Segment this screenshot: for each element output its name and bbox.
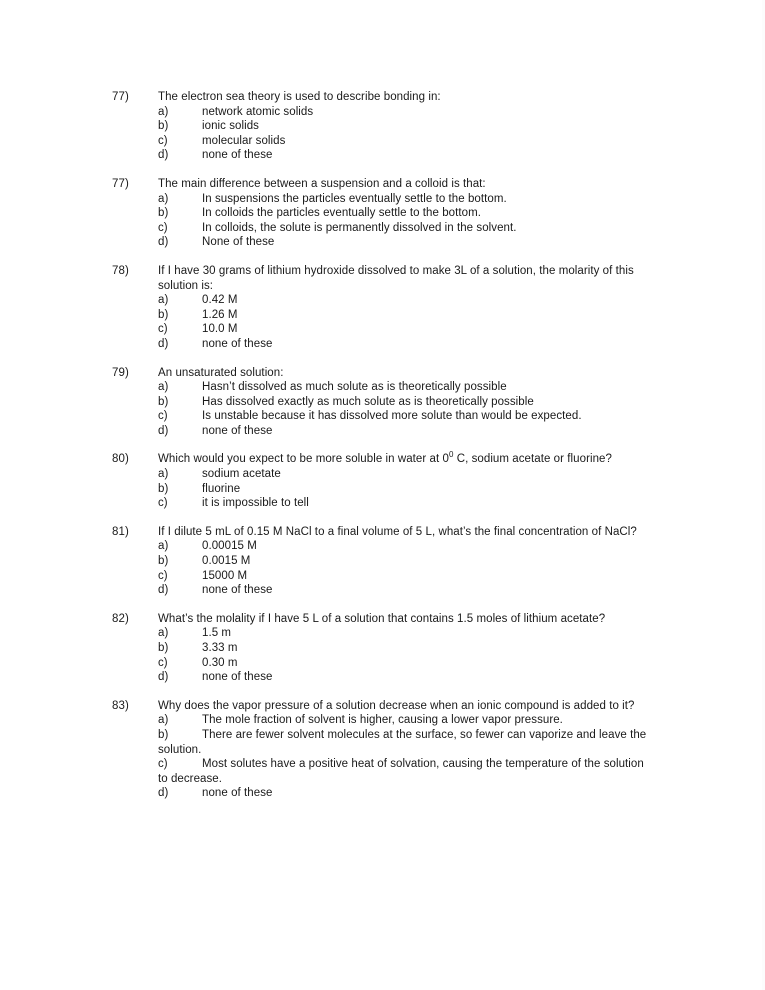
answer-text: 3.33 m (202, 642, 238, 654)
answer-label: c) (158, 497, 168, 510)
answer-text: 0.0015 M (202, 555, 251, 568)
question-body (158, 452, 647, 510)
answer-options (158, 380, 647, 438)
answer-label: b) (158, 642, 169, 654)
question-text: What’s the molality if I have 5 L of a solution that contains 1.5 moles of lithium acetate? (158, 612, 606, 625)
answer-text: none of these (202, 337, 273, 350)
answer-label: a) (158, 192, 169, 205)
question-number: 78) (112, 264, 129, 277)
question-text: The electron sea theory is used to describe bonding in: (158, 91, 441, 103)
answer-label: d) (158, 149, 169, 162)
question-number: 83) (112, 699, 129, 712)
answer-options (158, 713, 647, 801)
answer-text: none of these (202, 424, 273, 437)
answer-label: d) (158, 671, 169, 684)
answer-text: In colloids the particles eventually settle to the bottom. (202, 207, 481, 220)
answer-option[interactable] (158, 496, 647, 511)
question-text: Why does the vapor pressure of a solution decrease when an ionic compound is added to it? (158, 699, 635, 712)
answer-option[interactable] (158, 482, 647, 497)
degree-superscript: 0 (448, 450, 454, 460)
answer-label: d) (158, 424, 169, 437)
answer-label: b) (158, 728, 169, 741)
answer-option[interactable] (158, 656, 647, 671)
answer-options (158, 192, 647, 250)
answer-label: a) (158, 105, 169, 118)
answer-label: d) (158, 584, 169, 597)
answer-label: a) (158, 714, 169, 727)
question-number: 82) (112, 612, 129, 625)
answer-option[interactable] (158, 148, 647, 163)
answer-option[interactable] (158, 467, 647, 482)
question-body (158, 525, 647, 598)
answer-text: 10.0 M (202, 323, 238, 336)
answer-label: b) (158, 207, 169, 220)
answer-label: b) (158, 395, 169, 408)
answer-text: In suspensions the particles eventually settle to the bottom. (202, 192, 507, 205)
answer-option[interactable] (158, 134, 647, 149)
answer-option[interactable] (158, 105, 647, 120)
answer-text: Is unstable because it has dissolved more solute than would be expected. (202, 410, 582, 423)
answer-option[interactable] (158, 380, 647, 395)
question-text: The main difference between a suspension and a colloid is that: (158, 177, 486, 190)
answer-option[interactable] (158, 554, 647, 569)
question-block (112, 525, 652, 598)
answer-option[interactable] (158, 409, 647, 424)
answer-text: 0.30 m (202, 656, 238, 669)
answer-text: 1.5 m (202, 627, 232, 640)
answer-text: sodium acetate (202, 468, 281, 481)
answer-option[interactable] (158, 119, 647, 134)
answer-text: None of these (202, 236, 275, 249)
answer-options (158, 293, 647, 351)
answer-text: none of these (202, 787, 273, 800)
question-text-part: Which would you expect to be more soluble in water at 0 (158, 453, 449, 466)
answer-option[interactable] (158, 221, 647, 236)
question-text: An unsaturated solution: (158, 366, 284, 379)
answer-label: c) (158, 323, 168, 336)
question-block (112, 177, 652, 250)
answer-text: ionic solids (202, 120, 259, 133)
answer-option[interactable] (158, 192, 647, 207)
answer-option[interactable] (158, 308, 647, 323)
answer-option[interactable] (158, 539, 647, 554)
question-block (112, 264, 652, 352)
answer-label: c) (158, 656, 168, 669)
answer-text: network atomic solids (202, 105, 314, 118)
answer-label: c) (158, 221, 168, 234)
answer-text: none of these (202, 671, 273, 684)
answer-label: b) (158, 482, 169, 495)
answer-option[interactable] (158, 235, 647, 250)
answer-option[interactable] (158, 293, 647, 308)
answer-text: 0.00015 M (202, 540, 257, 553)
question-text-part: C, sodium acetate or fluorine? (453, 453, 612, 466)
question-body (158, 366, 647, 439)
answer-option[interactable] (158, 569, 647, 584)
answer-option[interactable] (158, 713, 647, 728)
answer-label: c) (158, 134, 168, 147)
answer-label: b) (158, 120, 169, 133)
answer-text: none of these (202, 149, 273, 162)
answer-option[interactable] (158, 322, 647, 337)
answer-text: Has dissolved exactly as much solute as is theoretically possible (202, 395, 534, 408)
answer-label: a) (158, 381, 169, 394)
answer-text: Most solutes have a positive heat of solvation, causing the temperature of the solution to decrease. (158, 758, 644, 785)
answer-text: molecular solids (202, 134, 286, 147)
question-text: If I dilute 5 mL of 0.15 M NaCl to a final volume of 5 L, what’s the final concentration of NaCl? (158, 525, 637, 538)
answer-text: The mole fraction of solvent is higher, causing a lower vapor pressure. (202, 714, 563, 727)
answer-text: fluorine (202, 482, 241, 495)
question-body (158, 699, 647, 801)
answer-text: 0.42 M (202, 294, 238, 307)
answer-option[interactable] (158, 424, 647, 439)
answer-label: c) (158, 758, 168, 771)
answer-label: d) (158, 236, 169, 249)
answer-option[interactable] (158, 583, 647, 598)
answer-label: a) (158, 627, 169, 640)
answer-label: c) (158, 569, 168, 582)
answer-label: a) (158, 294, 169, 307)
answer-label: a) (158, 468, 169, 481)
question-block (112, 452, 652, 510)
answer-option[interactable] (158, 206, 647, 221)
answer-option[interactable] (158, 670, 647, 685)
question-number: 77) (112, 91, 129, 103)
question-block (112, 366, 652, 439)
answer-label: a) (158, 540, 169, 553)
question-body (158, 612, 647, 685)
answer-text: it is impossible to tell (202, 497, 309, 510)
question-block (112, 612, 652, 685)
question-body (158, 264, 647, 352)
answer-text: 15000 M (202, 569, 248, 582)
answer-options (158, 539, 647, 597)
answer-text: 1.26 M (202, 308, 238, 321)
question-number: 79) (112, 366, 129, 379)
question-body (158, 177, 647, 250)
question-text (158, 452, 647, 467)
answer-text: There are fewer solvent molecules at the surface, so fewer can vaporize and leave the solution. (158, 728, 647, 756)
answer-label: b) (158, 555, 169, 568)
answer-label: b) (158, 308, 169, 321)
question-number: 77) (112, 177, 129, 190)
answer-label: d) (158, 337, 169, 350)
answer-option[interactable] (158, 626, 647, 641)
answer-option[interactable] (158, 757, 647, 786)
answer-text: none of these (202, 584, 273, 597)
answer-options (158, 105, 647, 163)
answer-label: d) (158, 787, 169, 800)
answer-option[interactable] (158, 786, 647, 801)
question-block (112, 699, 652, 801)
answer-text: In colloids, the solute is permanently dissolved in the solvent. (202, 221, 517, 234)
answer-text: Hasn’t dissolved as much solute as is theoretically possible (202, 381, 507, 394)
answer-option[interactable] (158, 337, 647, 352)
question-number: 81) (112, 525, 129, 538)
question-body (158, 90, 647, 163)
answer-options (158, 467, 647, 511)
question-number: 80) (112, 453, 129, 466)
question-text: If I have 30 grams of lithium hydroxide dissolved to make 3L of a solution, the molarity of this solution is: (158, 264, 634, 292)
answer-label: c) (158, 410, 168, 423)
answer-option[interactable] (158, 395, 647, 410)
answer-options (158, 626, 647, 684)
answer-option[interactable] (158, 641, 647, 656)
question-block (112, 90, 652, 163)
answer-option[interactable] (158, 728, 647, 757)
question-list (112, 90, 652, 815)
